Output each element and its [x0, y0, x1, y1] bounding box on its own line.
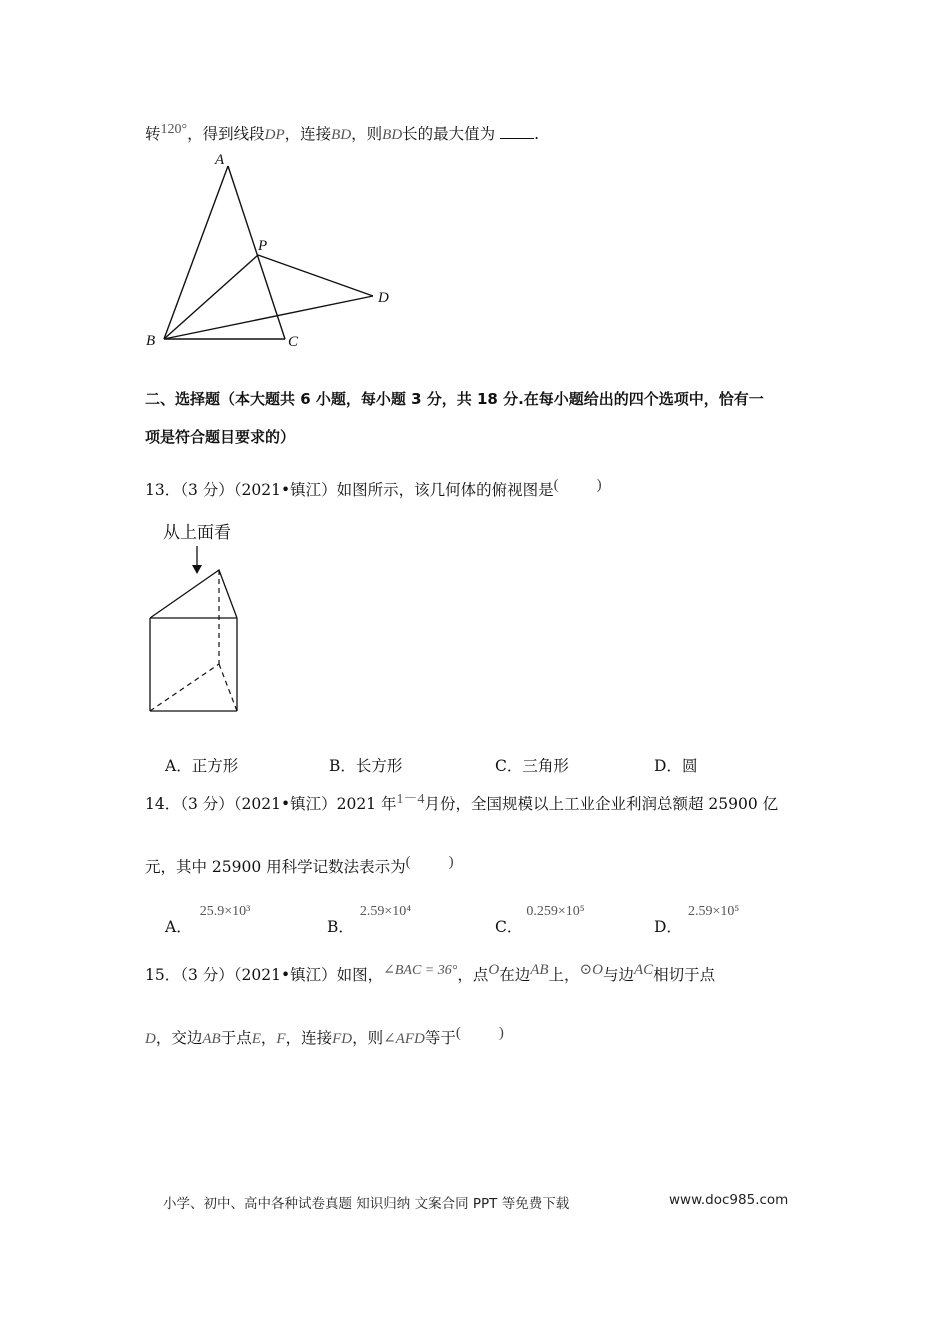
option-label: D．	[654, 918, 682, 936]
q14-stem-a: 14．（3 分）（2021•镇江）2021 年	[145, 795, 397, 814]
q14-option-d[interactable]	[654, 898, 740, 936]
option-text: 长方形	[355, 757, 403, 775]
q13-paren-close: )	[596, 477, 602, 493]
q15-paren-open: (	[455, 1025, 461, 1041]
option-value: 25.9×10³	[199, 904, 251, 919]
edge-pd	[258, 255, 373, 296]
q15-text-h: 于点	[220, 1029, 252, 1048]
q15-o: O	[488, 962, 500, 978]
q15-fd: FD	[332, 1031, 353, 1048]
q12-dp: DP	[264, 127, 285, 144]
q15-line-1	[145, 960, 715, 985]
option-label: C．	[495, 918, 523, 936]
option-label: C．	[495, 757, 523, 775]
q15-text-e: 与边	[602, 966, 634, 985]
option-text: 圆	[681, 757, 698, 775]
option-value: 0.259×10⁵	[526, 904, 585, 919]
section-2-heading-line-1: 二、选择题（本大题共 6 小题，每小题 3 分，共 18 分.在每小题给出的四个选项中，恰有一	[145, 390, 764, 408]
q14-option-b[interactable]	[327, 898, 412, 936]
q12-figure	[140, 148, 400, 358]
q14-option-a[interactable]	[165, 898, 251, 936]
q15-text-i: ，	[260, 1029, 277, 1048]
q15-d: D	[145, 1031, 156, 1048]
q15-text-d: 上，	[548, 966, 580, 985]
q12-text-5: 长的最大值为	[402, 125, 496, 144]
answer-blank	[500, 124, 534, 139]
q13-paren-open: (	[553, 477, 559, 493]
q12-text-4: ，则	[351, 125, 383, 144]
q14-option-c[interactable]	[495, 898, 585, 936]
section-2-heading-line-2: 项是符合题目要求的）	[145, 428, 296, 446]
hidden-base-right	[219, 664, 237, 711]
q12-text-1: 转	[145, 125, 161, 144]
q15-line-2	[145, 1023, 504, 1049]
q15-paren-close: )	[498, 1025, 504, 1041]
label-a: A	[215, 152, 225, 168]
q15-text-b: ，点	[457, 966, 489, 985]
q15-ab-2: AB	[202, 1031, 221, 1048]
q14-stem-b: 月份，全国规模以上工业企业利润总额超 25900 亿	[424, 795, 779, 814]
q12-bd: BD	[331, 127, 352, 144]
edge-ab	[164, 166, 228, 339]
q15-ab: AB	[530, 962, 549, 978]
q14-range: 1－4	[396, 792, 425, 807]
q15-f: F	[276, 1031, 286, 1048]
q14-paren-open: (	[405, 854, 411, 870]
label-c: C	[288, 334, 299, 350]
hidden-base-left	[150, 664, 219, 711]
q15-afd: ∠AFD	[383, 1031, 425, 1048]
footer-text: 小学、初中、高中各种试卷真题 知识归纳 文案合同 PPT 等免费下载	[163, 1196, 570, 1212]
q15-text-c: 在边	[499, 966, 531, 985]
option-value: 2.59×10⁵	[687, 904, 740, 919]
label-p: P	[258, 238, 268, 254]
q14-line-2	[145, 852, 454, 877]
option-text: 正方形	[191, 757, 239, 775]
prism-top-face	[150, 570, 237, 618]
option-label: B．	[327, 918, 354, 936]
q12-tail-line	[145, 120, 539, 145]
q14-line-1	[145, 790, 778, 814]
option-label: D．	[654, 757, 682, 775]
q13-figure-caption: 从上面看	[163, 523, 231, 543]
option-label: B．	[329, 757, 356, 775]
q15-ac: AC	[633, 962, 654, 978]
q12-angle: 120°	[160, 122, 188, 137]
q14-stem-line-2: 元，其中 25900 用科学记数法表示为	[145, 858, 406, 877]
q13-stem-text: 13．（3 分）（2021•镇江）如图所示，该几何体的俯视图是	[145, 481, 554, 500]
option-text: 三角形	[522, 757, 569, 775]
q12-bd-2: BD	[382, 127, 403, 144]
q13-option-c[interactable]	[495, 754, 569, 776]
q14-paren-close: )	[448, 854, 454, 870]
q15-text-j: ，连接	[285, 1029, 333, 1048]
option-label: A．	[165, 757, 192, 775]
edge-bp	[164, 255, 258, 339]
q15-text-f: 相切于点	[653, 966, 716, 985]
label-d: D	[378, 290, 389, 306]
q13-option-b[interactable]	[329, 754, 402, 776]
q15-circle-o: ⊙O	[579, 962, 603, 978]
q15-text-g: ，交边	[155, 1029, 203, 1048]
q13-option-a[interactable]	[165, 754, 238, 776]
q12-text-6: .	[534, 125, 540, 144]
option-label: A．	[165, 918, 192, 936]
q13-stem	[145, 475, 602, 500]
q15-e: E	[251, 1031, 261, 1048]
edge-bd	[164, 296, 373, 339]
q15-text-a: 15．（3 分）（2021•镇江）如图，	[145, 966, 384, 985]
footer-link[interactable]: www.doc985.com	[669, 1192, 789, 1208]
q15-angle: ∠BAC = 36°	[383, 963, 458, 978]
label-b: B	[146, 333, 156, 349]
option-value: 2.59×10⁴	[359, 904, 412, 919]
q13-prism-figure	[140, 540, 250, 720]
q15-text-l: 等于	[424, 1029, 456, 1048]
q12-text-3: ，连接	[284, 125, 332, 144]
arrow-head	[192, 565, 202, 574]
q12-text-2: ，得到线段	[187, 125, 265, 144]
edge-ac	[228, 166, 285, 339]
q13-option-d[interactable]	[654, 754, 697, 776]
q15-text-k: ，则	[352, 1029, 384, 1048]
